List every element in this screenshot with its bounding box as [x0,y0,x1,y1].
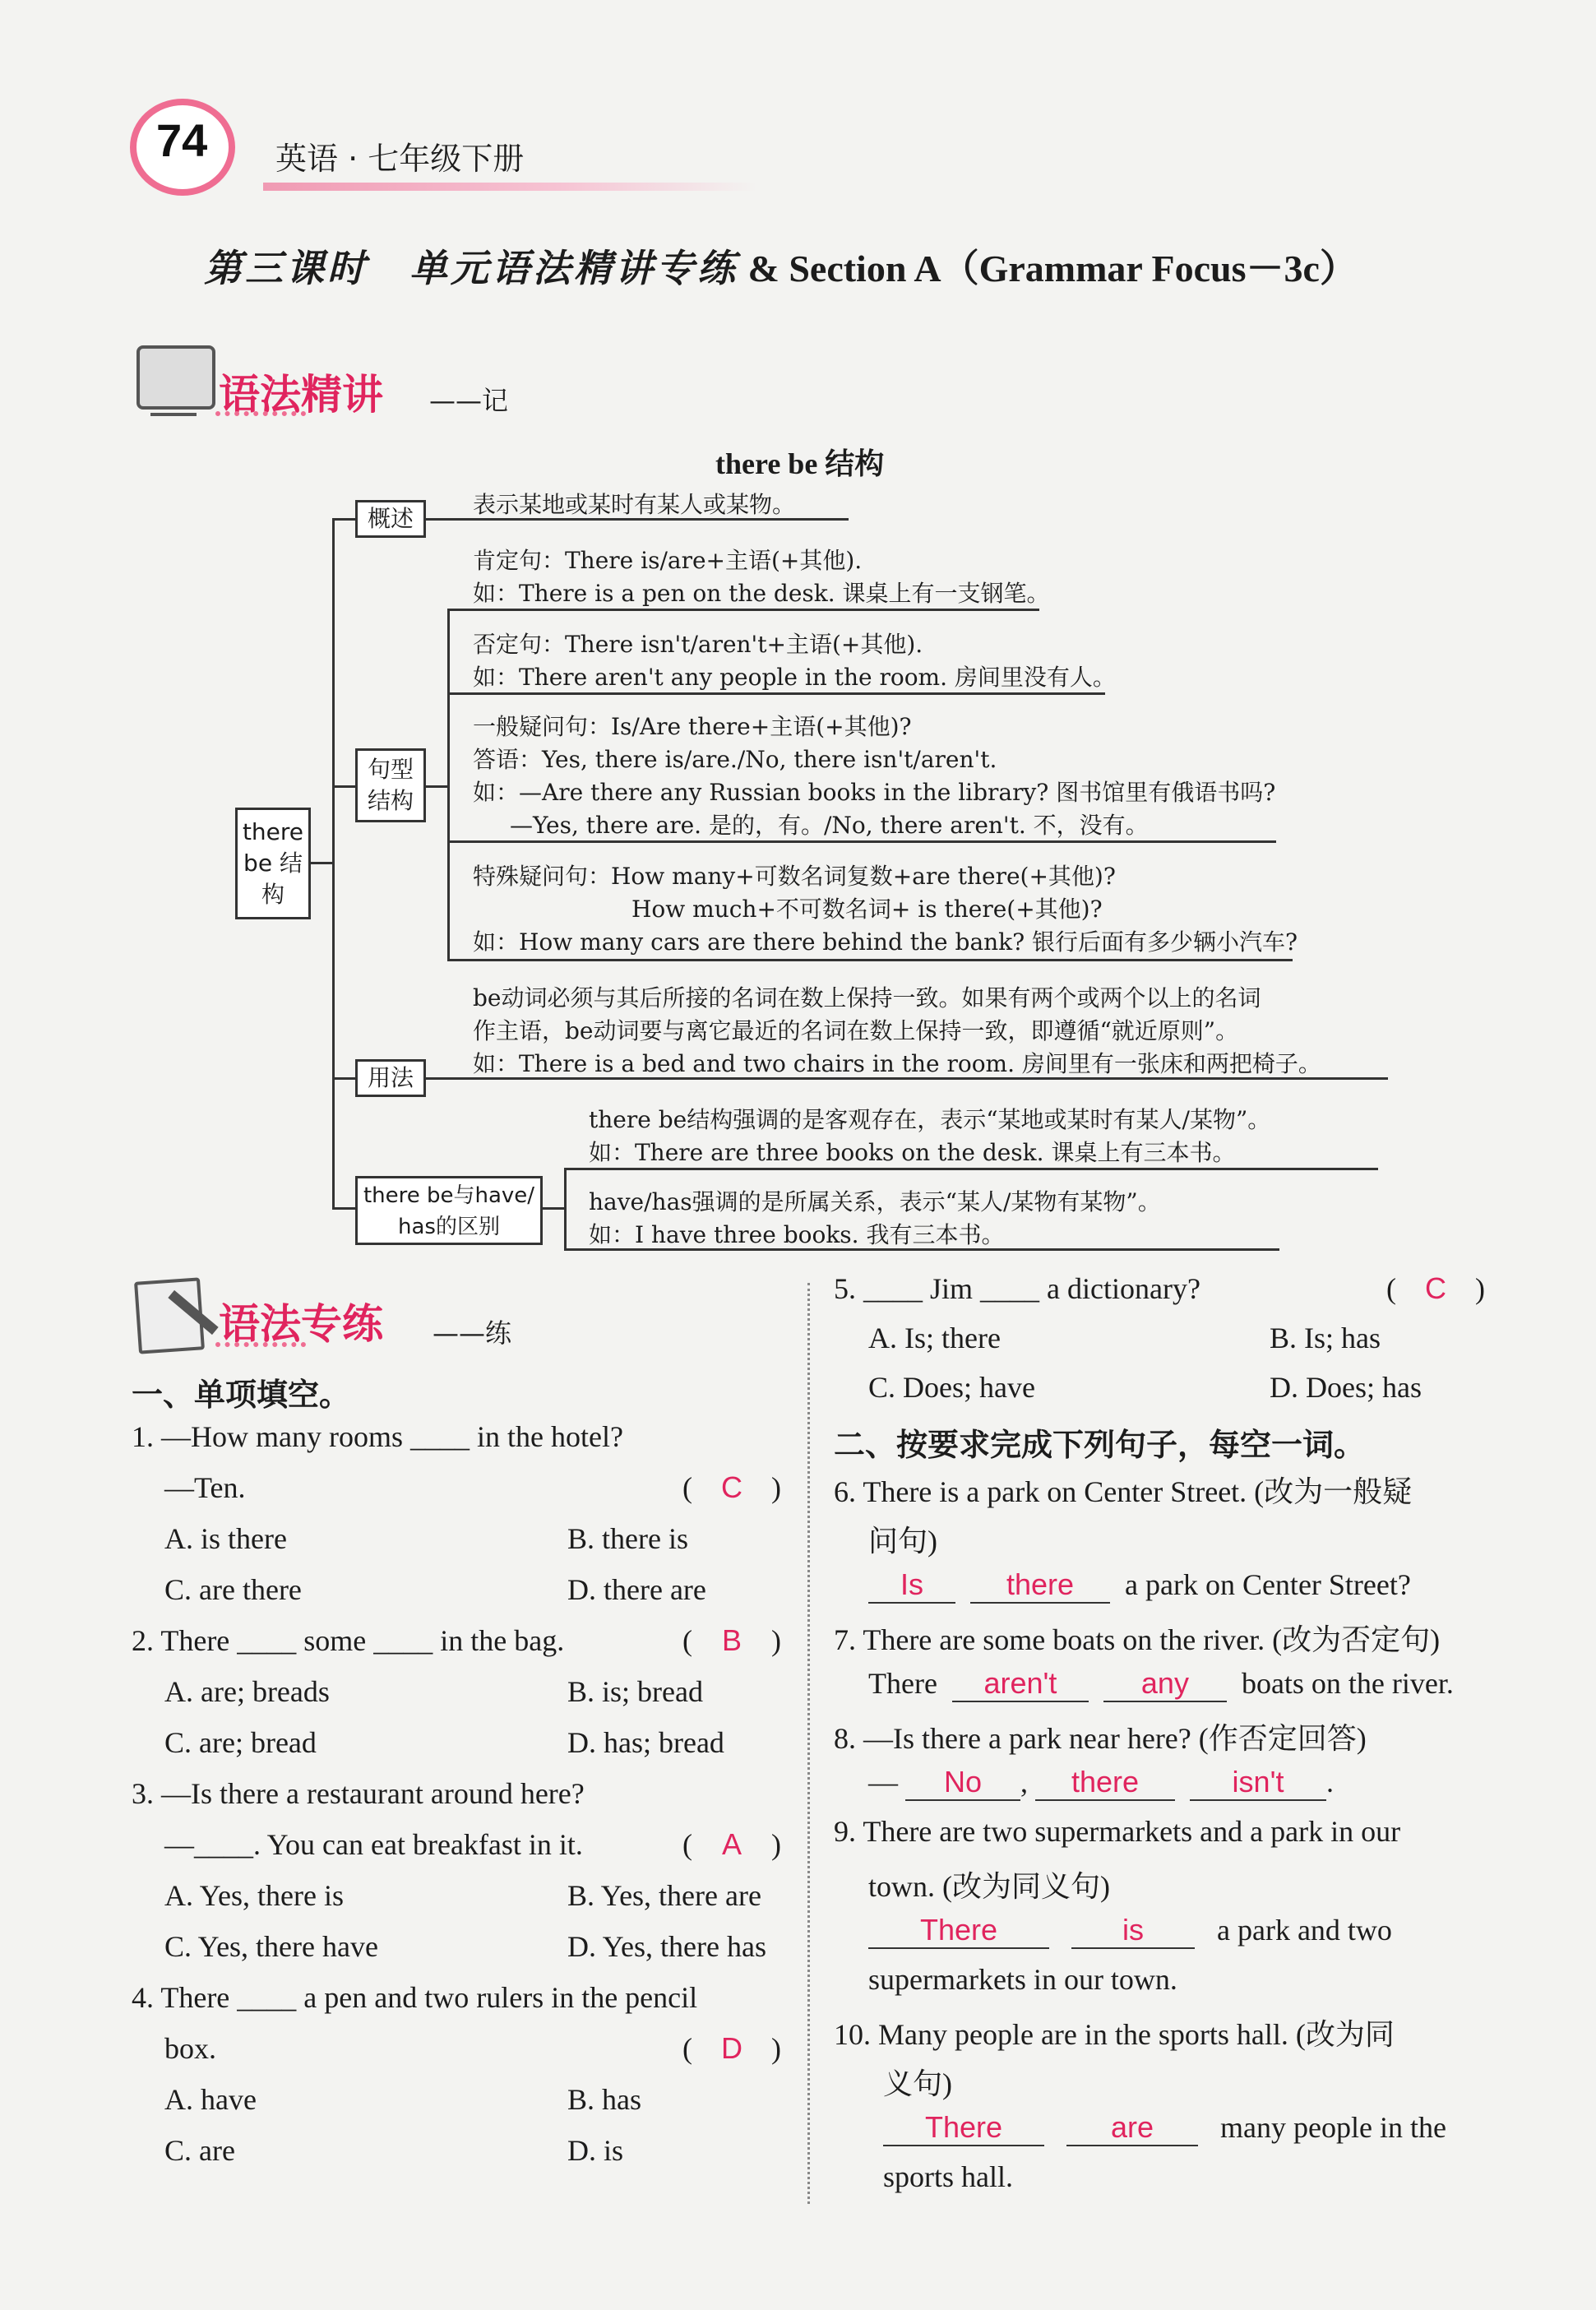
diff-label-1: there be与have/ [363,1183,535,1208]
connector [447,609,1039,611]
q10-blank-1: There [883,2110,1044,2146]
q5-option-d: D. Does; has [1270,1371,1422,1404]
part1-heading: 一、单项填空。 [132,1377,351,1413]
grammar-banner-sub: ——记 [429,385,509,416]
q4-option-b: B. has [567,2083,641,2116]
q2-answer: B [721,1623,742,1657]
q4-option-c: C. are [164,2134,235,2167]
usage-3: 如：There is a bed and two chairs in the room. 房间里有一张床和两把椅子。 [473,1050,1321,1077]
part2-heading: 二、按要求完成下列句子，每空一词。 [834,1427,1366,1463]
q8-answer-line: — No , there isn't . [868,1765,1334,1801]
branch-diff [355,1176,543,1245]
q7-blank-2: any [1103,1666,1227,1702]
overview-text: 表示某地或某时有某人或某物。 [473,491,796,518]
q7-tail: boats on the river. [1241,1667,1454,1700]
q1-stem: 1. —How many rooms ____ in the hotel? [132,1420,623,1453]
q-3: 如：—Are there any Russian books in the library? 图书馆里有俄语书吗? [473,779,1276,806]
branch-structure: 句型结构 [355,748,426,822]
q8-blank-1: No [905,1765,1020,1801]
q1-option-d: D. there are [567,1573,706,1606]
affirm-1: 肯定句：There is/are+主语(+其他). [473,547,863,574]
q5-option-c: C. Does; have [868,1371,1035,1404]
usage-1: be动词必须与其后所接的名词在数上保持一致。如果有两个或两个以上的名词 [473,984,1261,1011]
q1-answer: C [721,1470,742,1504]
q2-option-b: B. is; bread [567,1675,703,1708]
q1-option-c: C. are there [164,1573,302,1606]
q2-option-a: A. are; breads [164,1675,330,1708]
connector [426,785,449,788]
q3-option-c: C. Yes, there have [164,1930,378,1963]
banner-dots [215,411,306,416]
diff-hv-1: have/has强调的是所属关系，表示“某人/某物有某物”。 [589,1188,1161,1215]
sq-1: 特殊疑问句：How many+可数名词复数+are there(+其他)? [473,863,1116,890]
q4-stem-2: box. [164,2032,216,2065]
q2-option-c: C. are; bread [164,1726,317,1759]
diff-hv-2: 如：I have three books. 我有三本书。 [589,1221,1005,1248]
connector [543,1207,566,1210]
q10-blank-2: are [1066,2110,1198,2146]
q5-stem: 5. ____ Jim ____ a dictionary? [834,1272,1200,1305]
q3-stem-2: —____. You can eat breakfast in it. [164,1828,583,1861]
q7-lead: There [868,1667,937,1700]
q-1: 一般疑问句：Is/Are there+主语(+其他)? [473,713,912,740]
q7-stem: 7. There are some boats on the river. (改为否定句) [834,1623,1441,1656]
diff-tb-1: there be结构强调的是客观存在，表示“某地或某时有某人/某物”。 [589,1106,1271,1133]
q9-stem-2: town. (改为同义句) [868,1870,1110,1903]
affirm-2: 如：There is a pen on the desk. 课桌上有一支钢笔。 [473,580,1050,607]
tv-icon [136,345,215,410]
connector [564,1168,1378,1170]
structure-bracket [447,609,450,961]
column-divider [807,1283,810,2204]
q9-tail: a park and two [1217,1914,1392,1947]
tree-root [235,808,311,919]
q5-option-a: A. Is; there [868,1322,1001,1354]
q6-stem-2: 问句) [868,1525,937,1558]
neg-1: 否定句：There isn't/aren't+主语(+其他). [473,631,923,658]
q9-tail-2: supermarkets in our town. [868,1963,1177,1996]
grammar-banner: 语法精讲 [219,371,383,419]
connector [332,1207,355,1210]
q6-tail: a park on Center Street? [1125,1568,1411,1601]
q1-stem-2: —Ten. [164,1471,246,1504]
tree-trunk [332,518,335,1209]
sq-3: 如：How many cars are there behind the bank? 银行后面有多少辆小汽车? [473,928,1298,956]
q4-answer-box: ( D ) [682,2031,781,2065]
lesson-title [204,238,1358,293]
q3-answer-box: ( A ) [682,1827,781,1861]
q7-answer-line [868,1666,1454,1702]
q4-stem: 4. There ____ a pen and two rulers in the pencil [132,1981,698,2014]
q6-blank-1: Is [868,1567,955,1604]
lesson-title-cn: 第三课时 单元语法精讲专练 [204,246,738,290]
neg-2: 如：There aren't any people in the room. 房间里没有人。 [473,664,1116,691]
q6-blank-2: there [970,1567,1110,1604]
sq-2: How much+不可数名词+ is there(+其他)? [631,896,1103,923]
connector [447,692,1105,695]
connector [447,840,1276,843]
page-number: 74 [156,114,208,166]
tree-title: there be 结构 [715,447,885,480]
lesson-title-en: & Section A（Grammar Focus－3c） [747,248,1358,289]
branch-usage: 用法 [355,1059,426,1097]
diff-bracket [564,1168,567,1250]
branch-overview: 概述 [355,500,426,538]
q3-stem: 3. —Is there a restaurant around here? [132,1777,585,1810]
q9-blank-2: is [1071,1913,1195,1949]
q6-stem: 6. There is a park on Center Street. (改为一般疑 [834,1475,1413,1508]
q8-blank-3: isn't [1190,1765,1326,1801]
connector [311,862,334,864]
book-title: 英语 · 七年级下册 [275,141,525,177]
q6-answer-line [868,1567,1411,1604]
q10-tail: many people in the [1220,2111,1446,2144]
q5-answer-box: ( C ) [1386,1271,1485,1305]
q5-option-b: B. Is; has [1270,1322,1381,1354]
q10-answer-line [883,2110,1446,2146]
q3-option-a: A. Yes, there is [164,1879,345,1912]
q7-blank-1: aren't [952,1666,1089,1702]
q9-blank-1: There [868,1913,1049,1949]
q9-answer-line [868,1913,1392,1949]
q2-stem: 2. There ____ some ____ in the bag. [132,1624,565,1657]
q9-stem: 9. There are two supermarkets and a park in our [834,1815,1401,1848]
diff-label-2: has的区别 [398,1215,500,1239]
diff-tb-2: 如：There are three books on the desk. 课桌上有三本书。 [589,1139,1236,1166]
q-4: —Yes, there are. 是的，有。/No, there aren't. 不，没有。 [510,812,1149,839]
tree-root-label: there be 结构 [242,818,304,908]
q4-option-d: D. is [567,2134,624,2167]
q1-answer-box: ( C ) [682,1470,781,1504]
q3-option-b: B. Yes, there are [567,1879,761,1912]
q5-answer: C [1425,1271,1446,1305]
q8-stem: 8. —Is there a park near here? (作否定回答) [834,1722,1367,1755]
q4-option-a: A. have [164,2083,257,2116]
q2-option-d: D. has; bread [567,1726,724,1759]
banner-dots [215,1342,306,1347]
q1-option-a: A. is there [164,1522,287,1555]
q1-option-b: B. there is [567,1522,688,1555]
q4-answer: D [721,2031,742,2065]
tv-stand-icon [150,401,197,416]
header-rule [263,183,756,191]
q-2: 答语：Yes, there is/are./No, there isn't/aren't. [473,746,997,773]
usage-2: 作主语，be动词要与离它最近的名词在数上保持一致，即遵循“就近原则”。 [473,1017,1239,1044]
connector [447,959,1293,961]
connector [332,1077,355,1080]
q8-lead: — [868,1766,898,1798]
q3-option-d: D. Yes, there has [567,1930,766,1963]
practice-banner: 语法专练 [219,1300,383,1348]
q10-stem: 10. Many people are in the sports hall. (改为同 [834,2018,1395,2051]
q3-answer: A [721,1827,742,1861]
q10-stem-2: 义句) [883,2067,952,2100]
q8-blank-2: there [1035,1765,1175,1801]
q2-answer-box: ( B ) [682,1623,781,1657]
practice-banner-sub: ——练 [433,1317,512,1349]
connector [332,785,355,788]
q10-tail-2: sports hall. [883,2160,1013,2193]
connector [332,518,355,521]
